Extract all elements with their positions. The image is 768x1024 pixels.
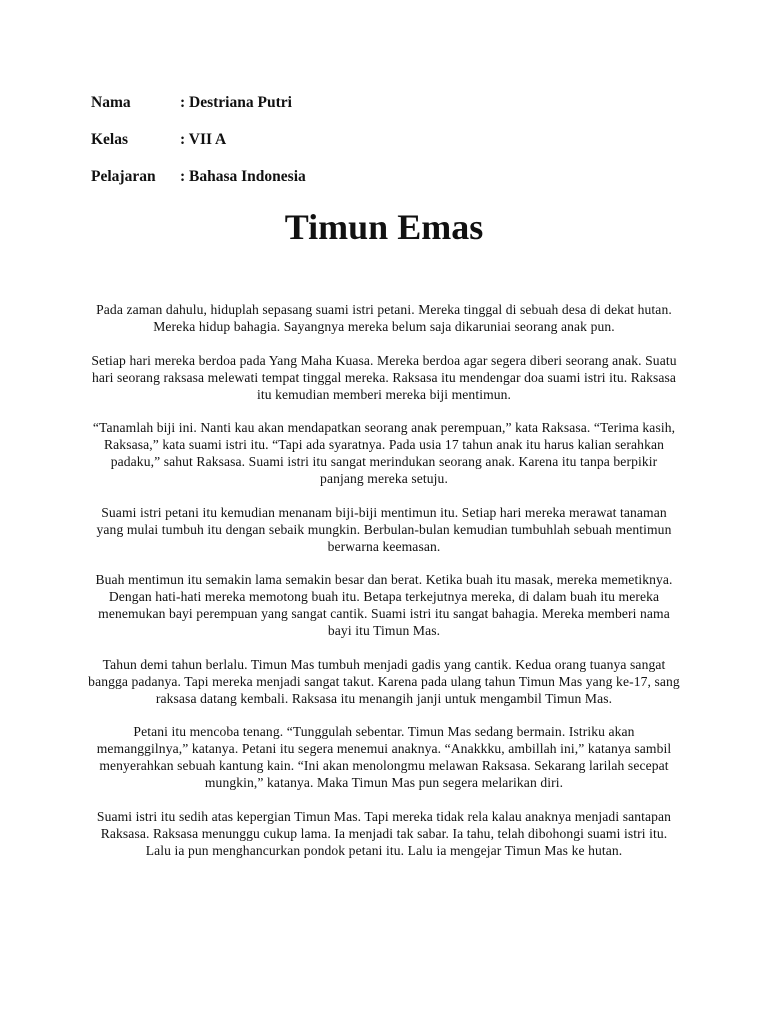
info-label-pelajaran: Pelajaran	[91, 168, 156, 185]
story-paragraph-6: Tahun demi tahun berlalu. Timun Mas tumbuh menjadi gadis yang cantik. Kedua orang tuanya sangat bangga padanya. Tapi mereka menjadi sangat takut. Karena pada ulang tahun Timun Mas yang ke-17, sang raksasa datang kembali. Raksasa itu menangih janji untuk mengambil Timun Mas.	[88, 656, 680, 706]
story-paragraph-4: Suami istri petani itu kemudian menanam biji-biji mentimun itu. Setiap hari mereka merawat tanaman yang mulai tumbuh itu dengan sebaik mungkin. Berbulan-bulan kemudian tumbuhlah sebuah mentimun berwarna keemasan.	[96, 504, 672, 554]
story-paragraph-1: Pada zaman dahulu, hiduplah sepasang suami istri petani. Mereka tinggal di sebuah desa di dekat hutan. Mereka hidup bahagia. Sayangnya mereka belum saja dikaruniai seorang anak pun.	[96, 302, 672, 334]
story-paragraph-5: Buah mentimun itu semakin lama semakin besar dan berat. Ketika buah itu masak, mereka memetiknya. Dengan hati-hati mereka memotong buah itu. Betapa terkejutnya mereka, di dalam buah itu mereka menemukan bayi perempuan yang sangat cantik. Suami istri itu sangat bahagia. Mereka memberi nama bayi itu Timun Mas.	[95, 572, 673, 638]
story-paragraph-7: Petani itu mencoba tenang. “Tunggulah sebentar. Timun Mas sedang bermain. Istriku akan memanggilnya,” katanya. Petani itu segera menemui anaknya. “Anakkku, ambillah ini,” katanya sambil menyerahkan sebuah kantung kain. “Ini akan menolongmu melawan Raksasa. Sekarang larilah secepat mungkin,” katanya. Maka Timun Mas pun segera melarikan diri.	[96, 724, 672, 790]
document-title: Timun Emas	[284, 207, 484, 247]
info-label-nama: Nama	[91, 94, 131, 111]
story-paragraph-2: Setiap hari mereka berdoa pada Yang Maha Kuasa. Mereka berdoa agar segera diberi seorang anak. Suatu hari seorang raksasa melewati tempat tinggal mereka. Raksasa itu mendengar doa suami istri itu. Raksasa itu kemudian memberi mereka biji mentimun.	[91, 352, 677, 402]
info-value-kelas: : VII A	[180, 131, 227, 148]
story-paragraph-3: “Tanamlah biji ini. Nanti kau akan mendapatkan seorang anak perempuan,” kata Raksasa. “Terima kasih, Raksasa,” kata suami istri itu. “Tapi ada syaratnya. Pada usia 17 tahun anak itu harus kalian serahkan padaku,” sahut Raksasa. Suami istri itu sangat merindukan seorang anak. Karena itu tanpa berpikir panjang mereka setuju.	[92, 420, 676, 486]
student-info	[91, 94, 306, 205]
info-row-pelajaran	[91, 168, 306, 205]
story-paragraph-8: Suami istri itu sedih atas kepergian Timun Mas. Tapi mereka tidak rela kalau anaknya menjadi santapan Raksasa. Raksasa menunggu cukup lama. Ia menjadi tak sabar. Ia tahu, telah dibohongi suami istri itu. Lalu ia pun menghancurkan pondok petani itu. Lalu ia mengejar Timun Mas ke hutan.	[96, 808, 672, 858]
info-value-pelajaran: : Bahasa Indonesia	[180, 168, 306, 185]
story-body	[88, 301, 680, 875]
info-value-nama: : Destriana Putri	[180, 94, 292, 111]
info-label-kelas: Kelas	[91, 131, 129, 148]
info-row-nama	[91, 94, 306, 131]
info-row-kelas	[91, 131, 306, 168]
